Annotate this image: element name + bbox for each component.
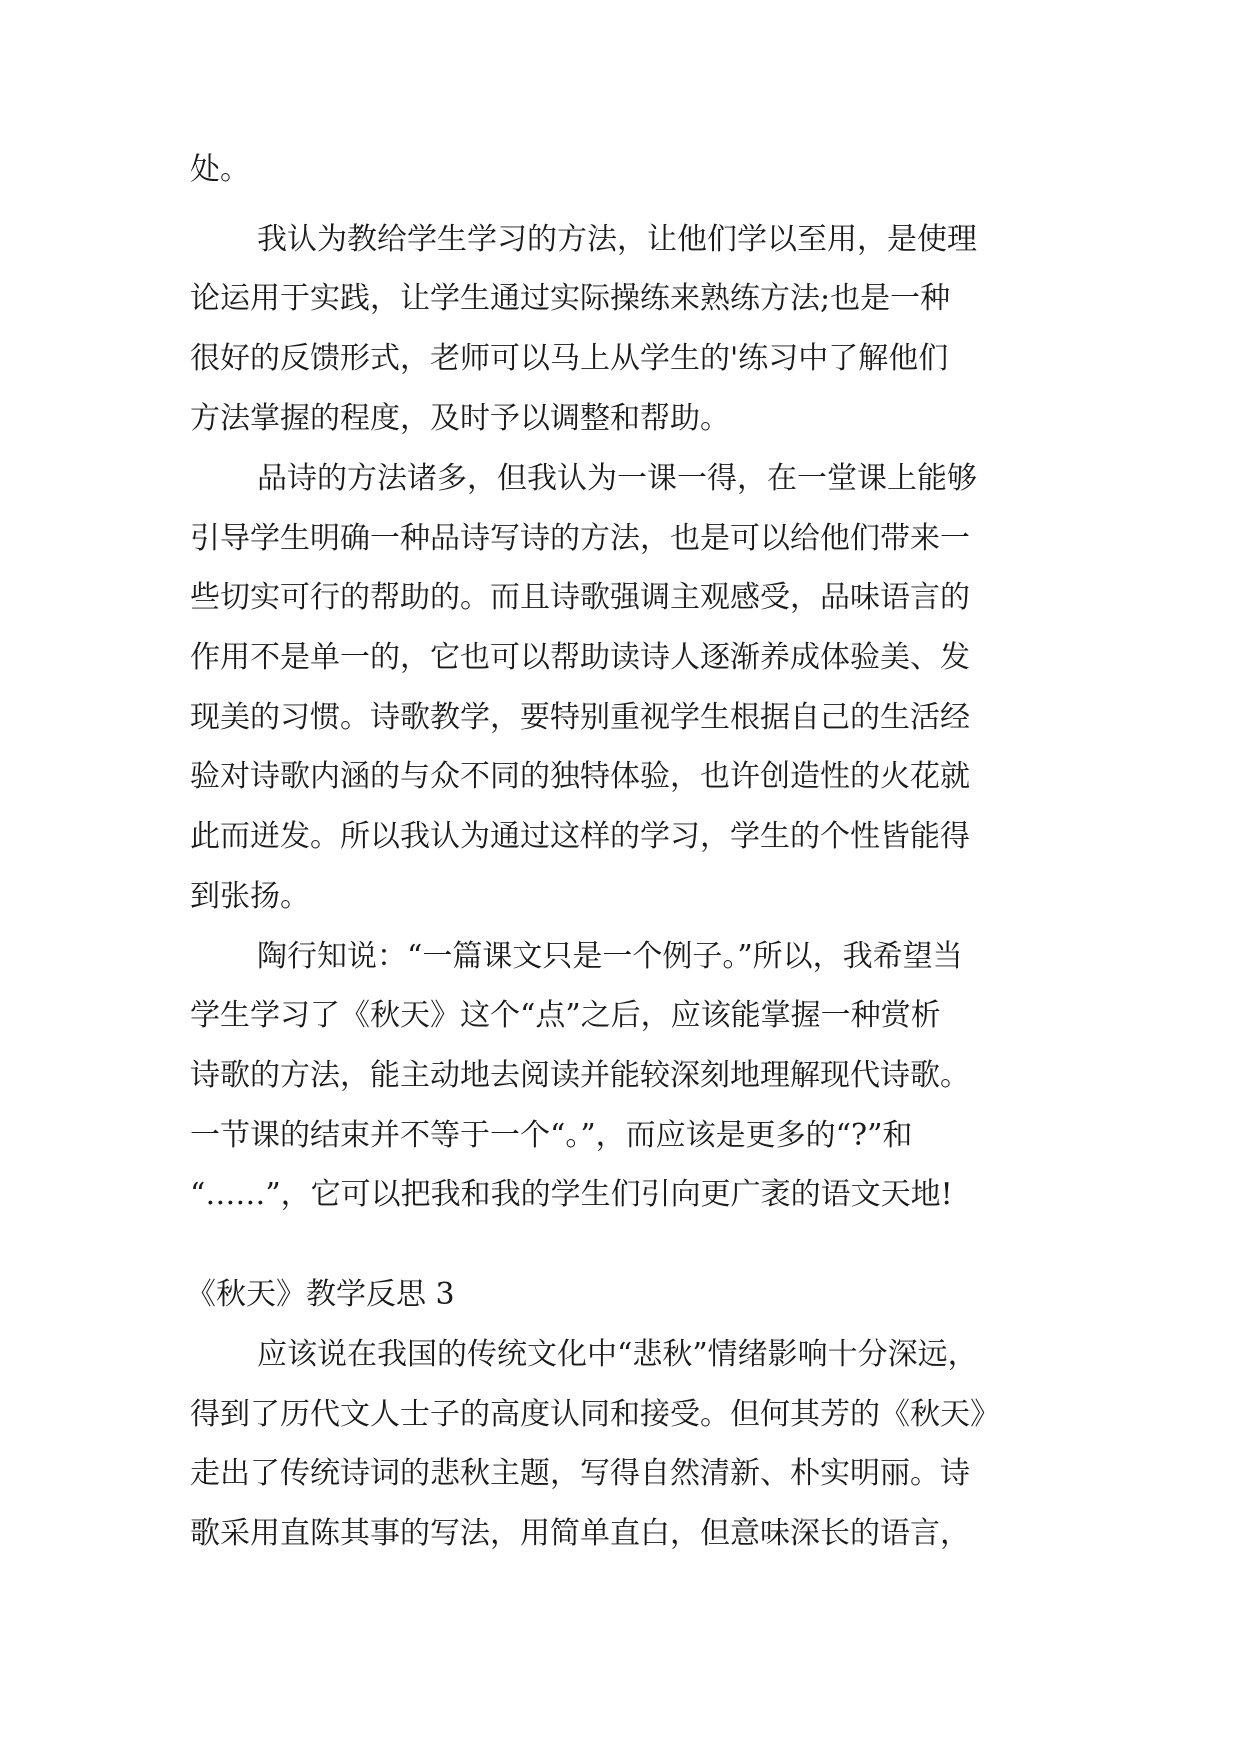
paragraph-line: “……”，它可以把我和我的学生们引向更广袤的语文天地! (190, 1177, 953, 1212)
paragraph-line: 此而迸发。所以我认为通过这样的学习，学生的个性皆能得 (190, 819, 970, 854)
paragraph-line: 处。 (190, 152, 250, 187)
paragraph-line: 我认为教给学生学习的方法，让他们学以至用，是使理 (257, 222, 977, 257)
paragraph-line: 方法掌握的程度，及时予以调整和帮助。 (190, 401, 730, 436)
paragraph-line: 一节课的结束并不等于一个“。”，而应该是更多的“?”和 (190, 1118, 913, 1153)
paragraph-line: 现美的习惯。诗歌教学，要特别重视学生根据自己的生活经 (190, 700, 970, 735)
paragraph-line: 论运用于实践，让学生通过实际操练来熟练方法;也是一种 (190, 281, 951, 316)
paragraph-line: 学生学习了《秋天》这个“点”之后，应该能掌握一种赏析 (190, 998, 941, 1033)
paragraph-line: 验对诗歌内涵的与众不同的独特体验，也许创造性的火花就 (190, 759, 970, 794)
paragraph-line: 到张扬。 (190, 879, 310, 914)
paragraph-line: 些切实可行的帮助的。而且诗歌强调主观感受，品味语言的 (190, 580, 970, 615)
paragraph-line: 作用不是单一的，它也可以帮助读诗人逐渐养成体验美、发 (190, 640, 970, 675)
paragraph-line: 诗歌的方法，能主动地去阅读并能较深刻地理解现代诗歌。 (190, 1058, 970, 1093)
paragraph-line: 陶行知说：“一篇课文只是一个例子。”所以，我希望当 (257, 939, 963, 974)
section-title: 《秋天》教学反思 3 (186, 1277, 455, 1312)
paragraph-line: 很好的反馈形式，老师可以马上从学生的'练习中了解他们 (190, 341, 949, 376)
paragraph-line: 歌采用直陈其事的写法，用简单直白，但意味深长的语言， (190, 1516, 970, 1551)
paragraph-line: 引导学生明确一种品诗写诗的方法，也是可以给他们带来一 (190, 521, 970, 556)
paragraph-line: 得到了历代文人士子的高度认同和接受。但何其芳的《秋天》 (190, 1397, 1000, 1432)
paragraph-line: 品诗的方法诸多，但我认为一课一得，在一堂课上能够 (257, 461, 977, 496)
paragraph-line: 走出了传统诗词的悲秋主题，写得自然清新、朴实明丽。诗 (190, 1456, 970, 1491)
paragraph-line: 应该说在我国的传统文化中“悲秋”情绪影响十分深远， (257, 1337, 978, 1372)
